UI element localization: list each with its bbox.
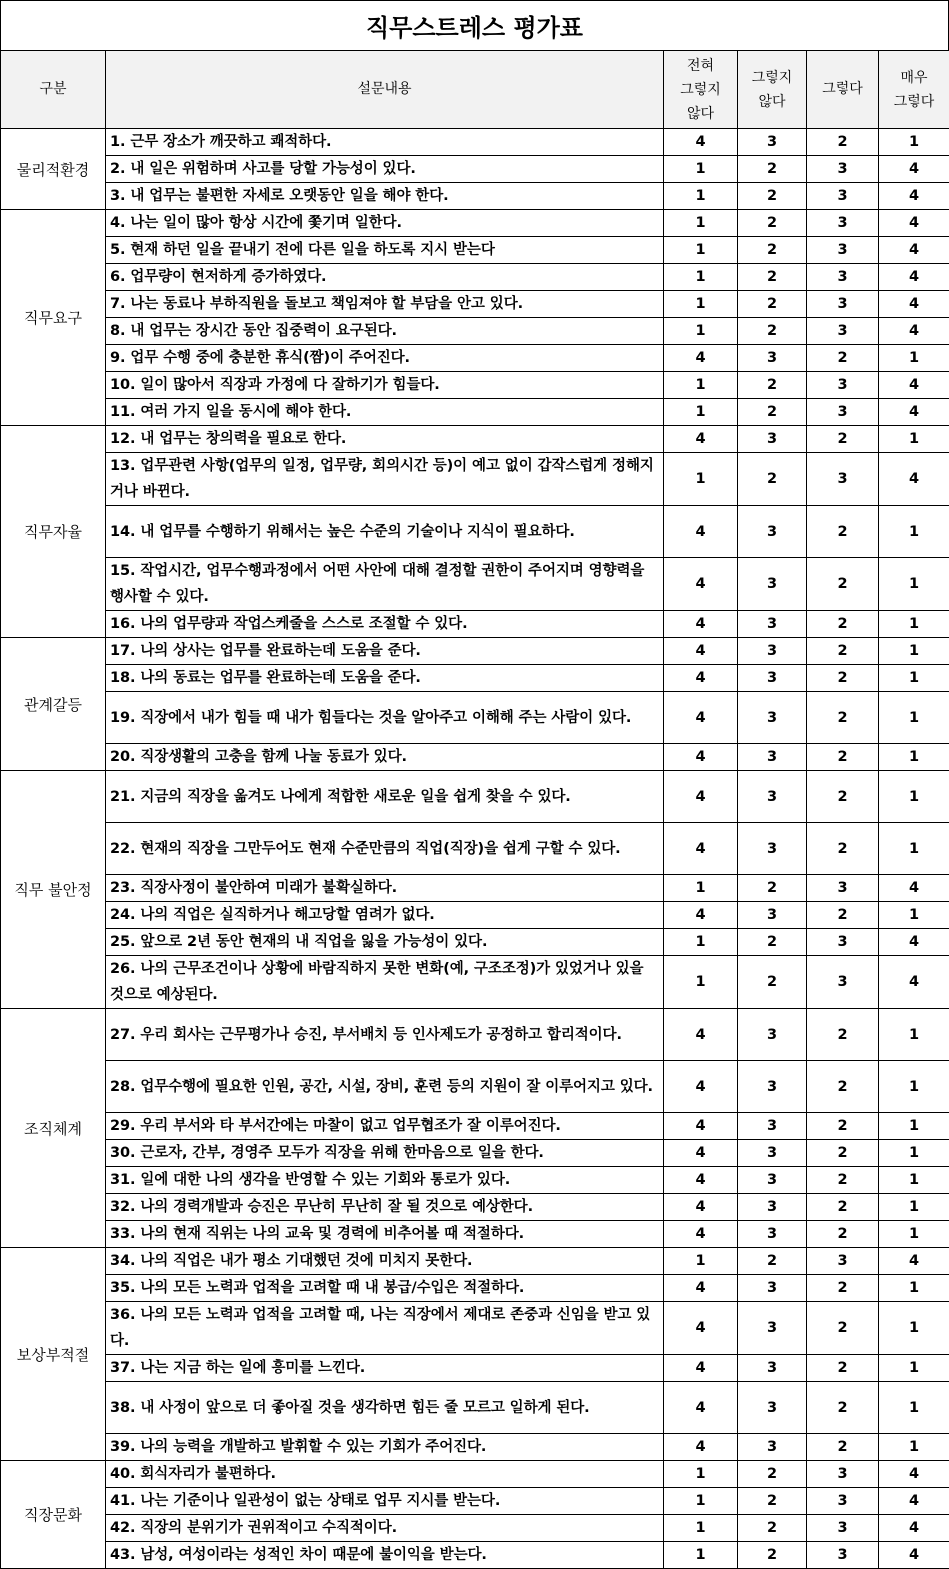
table-row [1,692,949,744]
score-cell: 1 [879,506,949,558]
score-cell: 4 [879,956,949,1009]
header-option-1-line: 않다 [687,106,714,122]
score-cell: 4 [879,372,949,399]
score-cell: 2 [807,771,879,823]
score-cell: 3 [738,1061,807,1113]
score-cell: 3 [738,1355,807,1382]
score-cell: 1 [664,291,738,318]
score-cell: 3 [738,1275,807,1302]
header-option-1-line: 전혀 [687,58,714,74]
header-option-4 [879,51,949,129]
score-cell: 1 [879,1061,949,1113]
table-row [1,956,949,1009]
question-cell: 1. 근무 장소가 깨끗하고 쾌적하다. [106,129,664,156]
score-cell: 2 [738,264,807,291]
score-cell: 4 [664,744,738,771]
score-cell: 2 [807,426,879,453]
score-cell: 2 [738,1542,807,1569]
question-cell: 3. 내 업무는 불편한 자세로 오랫동안 일을 해야 한다. [106,183,664,210]
table-row [1,156,949,183]
table-row [1,823,949,875]
table-row [1,426,949,453]
score-cell: 2 [807,744,879,771]
score-cell: 3 [738,1167,807,1194]
score-cell: 1 [879,1275,949,1302]
score-cell: 3 [738,1434,807,1461]
score-cell: 2 [738,156,807,183]
table-row [1,264,949,291]
score-cell: 3 [738,345,807,372]
header-row [1,51,949,129]
table-row [1,1355,949,1382]
question-cell: 10. 일이 많아서 직장과 가정에 다 잘하기가 힘들다. [106,372,664,399]
score-cell: 3 [807,237,879,264]
score-cell: 1 [664,183,738,210]
score-cell: 2 [738,875,807,902]
score-cell: 1 [879,771,949,823]
table-row [1,183,949,210]
score-cell: 2 [807,558,879,611]
score-cell: 1 [664,1515,738,1542]
score-cell: 1 [879,129,949,156]
question-cell: 36. 나의 모든 노력과 업적을 고려할 때, 나는 직장에서 제대로 존중과 신임을 받고 있다. [106,1302,664,1355]
score-cell: 4 [879,1461,949,1488]
page-title: 직무스트레스 평가표 [0,0,949,50]
question-cell: 33. 나의 현재 직위는 나의 교육 및 경력에 비추어볼 때 적절하다. [106,1221,664,1248]
table-row [1,875,949,902]
category-cell: 직무자율 [1,426,106,638]
header-option-1 [664,51,738,129]
score-cell: 2 [807,1140,879,1167]
score-cell: 4 [879,210,949,237]
score-cell: 2 [738,929,807,956]
score-cell: 4 [664,1167,738,1194]
score-cell: 1 [664,875,738,902]
score-cell: 4 [664,1140,738,1167]
score-cell: 3 [807,1542,879,1569]
score-cell: 1 [664,210,738,237]
score-cell: 1 [879,1355,949,1382]
table-row [1,345,949,372]
score-cell: 1 [879,902,949,929]
question-cell: 7. 나는 동료나 부하직원을 돌보고 책임져야 할 부담을 안고 있다. [106,291,664,318]
score-cell: 2 [807,1221,879,1248]
question-cell: 9. 업무 수행 중에 충분한 휴식(짬)이 주어진다. [106,345,664,372]
table-row [1,1461,949,1488]
question-cell: 15. 작업시간, 업무수행과정에서 어떤 사안에 대해 결정할 권한이 주어지며 영향력을 행사할 수 있다. [106,558,664,611]
score-cell: 1 [879,1009,949,1061]
table-row [1,1009,949,1061]
score-cell: 3 [738,1302,807,1355]
score-cell: 1 [879,1140,949,1167]
header-option-4-line: 그렇다 [894,94,935,110]
score-cell: 2 [738,399,807,426]
score-cell: 3 [738,506,807,558]
score-cell: 3 [807,1248,879,1275]
score-cell: 4 [664,823,738,875]
question-cell: 29. 우리 부서와 타 부서간에는 마찰이 없고 업무협조가 잘 이루어진다. [106,1113,664,1140]
table-row [1,1382,949,1434]
score-cell: 3 [738,1382,807,1434]
score-cell: 3 [738,1140,807,1167]
score-cell: 1 [664,318,738,345]
table-row [1,291,949,318]
score-cell: 3 [807,372,879,399]
question-cell: 41. 나는 기준이나 일관성이 없는 상태로 업무 지시를 받는다. [106,1488,664,1515]
question-cell: 25. 앞으로 2년 동안 현재의 내 직업을 잃을 가능성이 있다. [106,929,664,956]
question-cell: 12. 내 업무는 창의력을 필요로 한다. [106,426,664,453]
header-option-1-line: 그렇지 [680,82,721,98]
score-cell: 1 [664,237,738,264]
table-row [1,399,949,426]
score-cell: 4 [664,692,738,744]
table-body [1,129,949,1569]
question-cell: 30. 근로자, 간부, 경영주 모두가 직장을 위해 한마음으로 일을 한다. [106,1140,664,1167]
question-cell: 32. 나의 경력개발과 승진은 무난히 무난히 잘 될 것으로 예상한다. [106,1194,664,1221]
table-row [1,1167,949,1194]
score-cell: 4 [879,264,949,291]
table-row [1,638,949,665]
score-cell: 2 [738,210,807,237]
score-cell: 2 [807,823,879,875]
score-cell: 4 [879,1488,949,1515]
score-cell: 4 [879,399,949,426]
score-cell: 2 [738,372,807,399]
score-cell: 3 [807,875,879,902]
table-row [1,1434,949,1461]
score-cell: 1 [879,1382,949,1434]
question-cell: 8. 내 업무는 장시간 동안 집중력이 요구된다. [106,318,664,345]
score-cell: 1 [879,1167,949,1194]
score-cell: 2 [807,1061,879,1113]
category-cell: 보상부적절 [1,1248,106,1461]
score-cell: 2 [807,638,879,665]
header-option-2-line: 않다 [758,94,785,110]
question-cell: 5. 현재 하던 일을 끝내기 전에 다른 일을 하도록 지시 받는다 [106,237,664,264]
table-row [1,1542,949,1569]
score-cell: 1 [664,1488,738,1515]
score-cell: 3 [807,318,879,345]
score-cell: 4 [664,1113,738,1140]
score-cell: 1 [664,956,738,1009]
score-cell: 3 [807,1488,879,1515]
score-cell: 4 [664,345,738,372]
score-cell: 3 [738,692,807,744]
score-cell: 2 [738,318,807,345]
score-cell: 1 [664,264,738,291]
table-row [1,1275,949,1302]
category-cell: 물리적환경 [1,129,106,210]
question-cell: 23. 직장사정이 불안하여 미래가 불확실하다. [106,875,664,902]
score-cell: 3 [738,744,807,771]
category-cell: 직무요구 [1,210,106,426]
score-cell: 1 [664,1248,738,1275]
score-cell: 3 [738,1113,807,1140]
question-cell: 43. 남성, 여성이라는 성적인 차이 때문에 불이익을 받는다. [106,1542,664,1569]
score-cell: 4 [664,1009,738,1061]
table-row [1,1221,949,1248]
score-cell: 2 [807,1167,879,1194]
question-cell: 11. 여러 가지 일을 동시에 해야 한다. [106,399,664,426]
score-cell: 1 [879,558,949,611]
stress-table [0,50,949,1569]
table-row [1,1194,949,1221]
score-cell: 4 [879,929,949,956]
header-question: 설문내용 [106,51,664,129]
score-cell: 1 [664,156,738,183]
score-cell: 2 [738,1515,807,1542]
table-row [1,1140,949,1167]
score-cell: 2 [807,506,879,558]
score-cell: 1 [664,453,738,506]
table-row [1,611,949,638]
question-cell: 4. 나는 일이 많아 항상 시간에 쫓기며 일한다. [106,210,664,237]
score-cell: 3 [807,291,879,318]
score-cell: 1 [879,665,949,692]
table-row [1,453,949,506]
score-cell: 4 [879,1248,949,1275]
score-cell: 2 [738,1461,807,1488]
score-cell: 2 [807,611,879,638]
score-cell: 4 [664,1302,738,1355]
header-category: 구분 [1,51,106,129]
score-cell: 3 [738,611,807,638]
score-cell: 4 [664,1434,738,1461]
score-cell: 1 [664,929,738,956]
table-row [1,1061,949,1113]
score-cell: 4 [664,638,738,665]
score-cell: 3 [807,453,879,506]
score-cell: 2 [807,345,879,372]
score-cell: 1 [879,1194,949,1221]
question-cell: 34. 나의 직업은 내가 평소 기대했던 것에 미치지 못한다. [106,1248,664,1275]
table-row [1,372,949,399]
table-row [1,1488,949,1515]
table-row [1,558,949,611]
score-cell: 4 [879,291,949,318]
score-cell: 1 [879,611,949,638]
score-cell: 2 [807,1009,879,1061]
score-cell: 3 [807,264,879,291]
question-cell: 17. 나의 상사는 업무를 완료하는데 도움을 준다. [106,638,664,665]
score-cell: 3 [738,823,807,875]
score-cell: 2 [807,902,879,929]
score-cell: 2 [738,291,807,318]
score-cell: 3 [738,426,807,453]
score-cell: 3 [807,399,879,426]
question-cell: 26. 나의 근무조건이나 상황에 바람직하지 못한 변화(예, 구조조정)가 있었거나 있을 것으로 예상된다. [106,956,664,1009]
score-cell: 3 [738,638,807,665]
question-cell: 38. 내 사정이 앞으로 더 좋아질 것을 생각하면 힘든 줄 모르고 일하게 된다. [106,1382,664,1434]
score-cell: 4 [664,1061,738,1113]
score-cell: 1 [664,372,738,399]
table-row [1,1302,949,1355]
score-cell: 2 [738,956,807,1009]
score-cell: 2 [807,1194,879,1221]
score-cell: 3 [738,1194,807,1221]
table-row [1,771,949,823]
question-cell: 37. 나는 지금 하는 일에 흥미를 느낀다. [106,1355,664,1382]
header-option-4-line: 매우 [900,70,927,86]
question-cell: 24. 나의 직업은 실직하거나 해고당할 염려가 없다. [106,902,664,929]
score-cell: 1 [879,1221,949,1248]
question-cell: 27. 우리 회사는 근무평가나 승진, 부서배치 등 인사제도가 공정하고 합리적이다. [106,1009,664,1061]
score-cell: 3 [807,1515,879,1542]
table-row [1,506,949,558]
score-cell: 3 [807,1461,879,1488]
score-cell: 4 [879,1542,949,1569]
score-cell: 1 [664,399,738,426]
score-cell: 3 [738,1221,807,1248]
question-cell: 18. 나의 동료는 업무를 완료하는데 도움을 준다. [106,665,664,692]
score-cell: 1 [879,638,949,665]
score-cell: 3 [738,902,807,929]
score-cell: 4 [879,318,949,345]
score-cell: 4 [664,902,738,929]
score-cell: 4 [664,665,738,692]
score-cell: 1 [879,744,949,771]
header-option-2 [738,51,807,129]
question-cell: 40. 회식자리가 불편하다. [106,1461,664,1488]
score-cell: 1 [879,823,949,875]
score-cell: 4 [664,1221,738,1248]
category-cell: 직무 불안정 [1,771,106,1009]
question-cell: 21. 지금의 직장을 옮겨도 나에게 적합한 새로운 일을 쉽게 찾을 수 있다. [106,771,664,823]
score-cell: 2 [807,692,879,744]
score-cell: 4 [664,426,738,453]
question-cell: 14. 내 업무를 수행하기 위해서는 높은 수준의 기술이나 지식이 필요하다. [106,506,664,558]
score-cell: 1 [879,1434,949,1461]
score-cell: 1 [664,1461,738,1488]
table-row [1,665,949,692]
score-cell: 4 [664,558,738,611]
question-cell: 31. 일에 대한 나의 생각을 반영할 수 있는 기회와 통로가 있다. [106,1167,664,1194]
table-row [1,902,949,929]
score-cell: 4 [664,1275,738,1302]
table-row [1,1515,949,1542]
table-row [1,744,949,771]
score-cell: 4 [664,129,738,156]
question-cell: 19. 직장에서 내가 힘들 때 내가 힘들다는 것을 알아주고 이해해 주는 사람이 있다. [106,692,664,744]
score-cell: 3 [738,1009,807,1061]
score-cell: 3 [807,956,879,1009]
score-cell: 4 [664,1355,738,1382]
category-cell: 관계갈등 [1,638,106,771]
score-cell: 4 [879,875,949,902]
header-option-2-line: 그렇지 [752,70,793,86]
score-cell: 2 [738,1488,807,1515]
score-cell: 2 [807,665,879,692]
score-cell: 4 [664,506,738,558]
question-cell: 13. 업무관련 사항(업무의 일정, 업무량, 회의시간 등)이 예고 없이 갑작스럽게 정해지거나 바뀐다. [106,453,664,506]
score-cell: 2 [738,237,807,264]
question-cell: 42. 직장의 분위기가 권위적이고 수직적이다. [106,1515,664,1542]
score-cell: 4 [879,237,949,264]
score-cell: 4 [879,1515,949,1542]
score-cell: 2 [807,1355,879,1382]
table-row [1,129,949,156]
score-cell: 4 [879,183,949,210]
question-cell: 39. 나의 능력을 개발하고 발휘할 수 있는 기회가 주어진다. [106,1434,664,1461]
question-cell: 2. 내 일은 위험하며 사고를 당할 가능성이 있다. [106,156,664,183]
category-cell: 직장문화 [1,1461,106,1569]
score-cell: 3 [807,183,879,210]
question-cell: 16. 나의 업무량과 작업스케줄을 스스로 조절할 수 있다. [106,611,664,638]
question-cell: 6. 업무량이 현저하게 증가하였다. [106,264,664,291]
score-cell: 1 [879,692,949,744]
table-row [1,237,949,264]
question-cell: 28. 업무수행에 필요한 인원, 공간, 시설, 장비, 훈련 등의 지원이 잘 이루어지고 있다. [106,1061,664,1113]
table-row [1,210,949,237]
table-row [1,1248,949,1275]
score-cell: 1 [879,1302,949,1355]
score-cell: 1 [664,1542,738,1569]
score-cell: 2 [738,183,807,210]
score-cell: 1 [879,426,949,453]
category-cell: 조직체계 [1,1009,106,1248]
score-cell: 4 [879,156,949,183]
score-cell: 1 [879,1113,949,1140]
header-option-3: 그렇다 [807,51,879,129]
table-row [1,929,949,956]
question-cell: 35. 나의 모든 노력과 업적을 고려할 때 내 봉급/수입은 적절하다. [106,1275,664,1302]
score-cell: 4 [664,1194,738,1221]
score-cell: 4 [664,771,738,823]
score-cell: 3 [738,771,807,823]
score-cell: 1 [879,345,949,372]
score-cell: 2 [807,129,879,156]
question-cell: 20. 직장생활의 고충을 함께 나눌 동료가 있다. [106,744,664,771]
table-row [1,1113,949,1140]
score-cell: 3 [807,156,879,183]
score-cell: 4 [664,611,738,638]
score-cell: 2 [807,1382,879,1434]
score-cell: 4 [664,1382,738,1434]
score-cell: 3 [738,665,807,692]
score-cell: 2 [738,1248,807,1275]
score-cell: 2 [807,1275,879,1302]
score-cell: 2 [807,1434,879,1461]
score-cell: 2 [738,453,807,506]
score-cell: 3 [738,129,807,156]
question-cell: 22. 현재의 직장을 그만두어도 현재 수준만큼의 직업(직장)을 쉽게 구할 수 있다. [106,823,664,875]
score-cell: 2 [807,1113,879,1140]
score-cell: 2 [807,1302,879,1355]
score-cell: 4 [879,453,949,506]
score-cell: 3 [807,210,879,237]
table-row [1,318,949,345]
score-cell: 3 [807,929,879,956]
score-cell: 3 [738,558,807,611]
